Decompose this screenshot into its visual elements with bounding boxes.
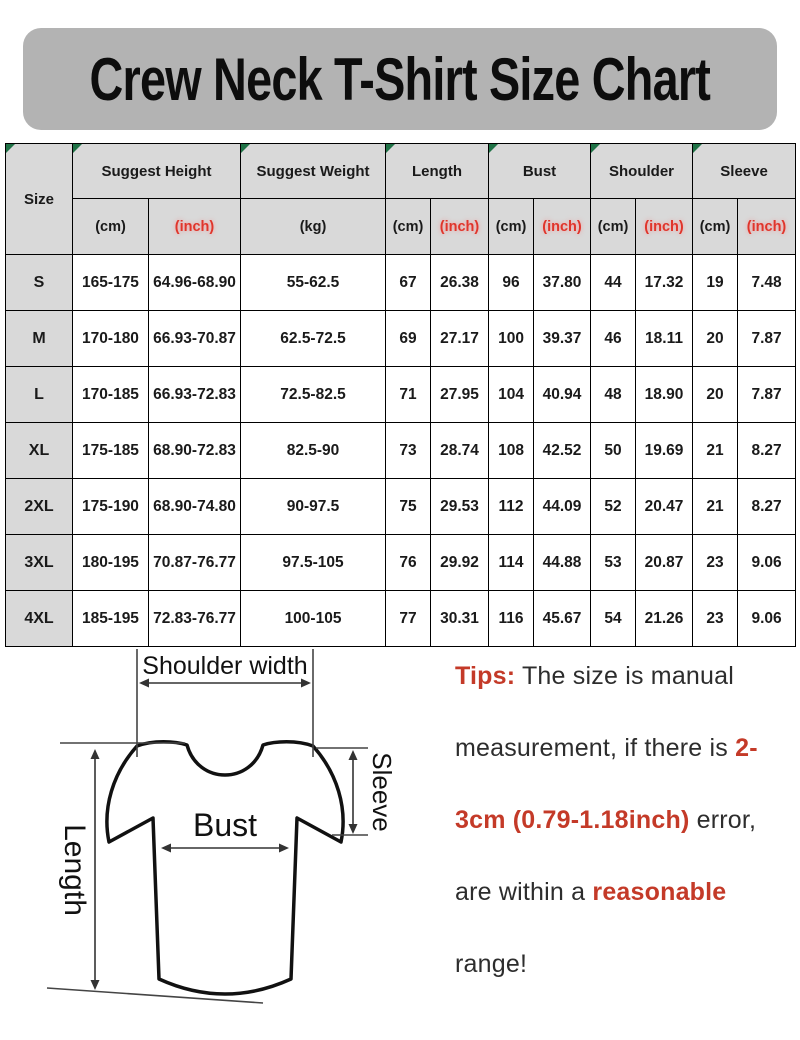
cell-corner-marker-icon xyxy=(241,144,250,153)
value-cell: 175-185 xyxy=(73,423,149,479)
unit-header: (inch) xyxy=(431,199,489,255)
bust-label: Bust xyxy=(192,807,258,843)
value-cell: 8.27 xyxy=(738,423,796,479)
unit-header: (cm) xyxy=(386,199,431,255)
tip-line xyxy=(455,806,800,835)
value-cell: 75 xyxy=(386,479,431,535)
value-cell: 82.5-90 xyxy=(241,423,386,479)
value-cell: 100 xyxy=(489,311,534,367)
value-cell: 50 xyxy=(591,423,636,479)
value-cell: 9.06 xyxy=(738,591,796,647)
column-header-label: Shoulder xyxy=(609,162,675,180)
value-cell: 8.27 xyxy=(738,479,796,535)
tip-segment-highlight: reasonable xyxy=(592,878,727,906)
cell-corner-marker-icon xyxy=(6,144,15,153)
value-cell: 7.87 xyxy=(738,311,796,367)
unit-header: (cm) xyxy=(489,199,534,255)
unit-header: (inch) xyxy=(636,199,693,255)
value-cell: 170-185 xyxy=(73,367,149,423)
value-cell: 20.87 xyxy=(636,535,693,591)
value-cell: 53 xyxy=(591,535,636,591)
table-header xyxy=(6,144,796,255)
tip-line xyxy=(455,662,800,691)
value-cell: 100-105 xyxy=(241,591,386,647)
cell-corner-marker-icon xyxy=(73,144,82,153)
size-cell: M xyxy=(6,311,73,367)
value-cell: 45.67 xyxy=(534,591,591,647)
value-cell: 18.11 xyxy=(636,311,693,367)
unit-header: (cm) xyxy=(73,199,149,255)
value-cell: 17.32 xyxy=(636,255,693,311)
unit-header: (inch) xyxy=(149,199,241,255)
value-cell: 42.52 xyxy=(534,423,591,479)
value-cell: 44.09 xyxy=(534,479,591,535)
column-header-label: Bust xyxy=(522,162,557,180)
value-cell: 170-180 xyxy=(73,311,149,367)
tip-segment: error, xyxy=(689,806,757,834)
column-header xyxy=(489,144,591,199)
column-header-label: Length xyxy=(412,162,463,180)
tshirt-measurement-diagram xyxy=(35,645,445,1040)
size-chart-table xyxy=(5,143,796,647)
value-cell: 114 xyxy=(489,535,534,591)
value-cell: 39.37 xyxy=(534,311,591,367)
value-cell: 28.74 xyxy=(431,423,489,479)
length-label: Length xyxy=(58,824,91,916)
value-cell: 97.5-105 xyxy=(241,535,386,591)
column-header xyxy=(73,144,241,199)
sleeve-label: Sleeve xyxy=(367,752,397,832)
value-cell: 116 xyxy=(489,591,534,647)
cell-corner-marker-icon xyxy=(489,144,498,153)
value-cell: 44.88 xyxy=(534,535,591,591)
value-cell: 7.48 xyxy=(738,255,796,311)
unit-header: (cm) xyxy=(591,199,636,255)
table-row xyxy=(6,591,796,647)
column-header-size: Size xyxy=(6,144,73,255)
value-cell: 165-175 xyxy=(73,255,149,311)
column-header xyxy=(591,144,693,199)
value-cell: 55-62.5 xyxy=(241,255,386,311)
value-cell: 77 xyxy=(386,591,431,647)
title-banner xyxy=(23,28,777,130)
unit-header: (inch) xyxy=(534,199,591,255)
value-cell: 108 xyxy=(489,423,534,479)
value-cell: 67 xyxy=(386,255,431,311)
value-cell: 21 xyxy=(693,479,738,535)
tip-segment: range! xyxy=(455,950,528,978)
tip-line xyxy=(455,878,800,907)
size-cell: XL xyxy=(6,423,73,479)
value-cell: 21.26 xyxy=(636,591,693,647)
table-row xyxy=(6,255,796,311)
tip-segment: The size is manual xyxy=(515,662,734,690)
value-cell: 29.92 xyxy=(431,535,489,591)
value-cell: 19 xyxy=(693,255,738,311)
value-cell: 40.94 xyxy=(534,367,591,423)
value-cell: 48 xyxy=(591,367,636,423)
cell-corner-marker-icon xyxy=(591,144,600,153)
value-cell: 73 xyxy=(386,423,431,479)
shoulder-width-label: Shoulder width xyxy=(142,652,308,680)
value-cell: 71 xyxy=(386,367,431,423)
value-cell: 185-195 xyxy=(73,591,149,647)
tip-line xyxy=(455,734,800,763)
value-cell: 104 xyxy=(489,367,534,423)
value-cell: 175-190 xyxy=(73,479,149,535)
value-cell: 19.69 xyxy=(636,423,693,479)
value-cell: 20 xyxy=(693,311,738,367)
column-header xyxy=(693,144,796,199)
value-cell: 20.47 xyxy=(636,479,693,535)
cell-corner-marker-icon xyxy=(386,144,395,153)
value-cell: 44 xyxy=(591,255,636,311)
value-cell: 27.95 xyxy=(431,367,489,423)
value-cell: 66.93-72.83 xyxy=(149,367,241,423)
tip-segment-highlight: Tips: xyxy=(455,662,516,690)
value-cell: 23 xyxy=(693,535,738,591)
column-header xyxy=(241,144,386,199)
value-cell: 29.53 xyxy=(431,479,489,535)
value-cell: 90-97.5 xyxy=(241,479,386,535)
value-cell: 64.96-68.90 xyxy=(149,255,241,311)
value-cell: 69 xyxy=(386,311,431,367)
tshirt-outline xyxy=(107,742,343,994)
value-cell: 72.5-82.5 xyxy=(241,367,386,423)
size-cell: S xyxy=(6,255,73,311)
cell-corner-marker-icon xyxy=(693,144,702,153)
value-cell: 68.90-72.83 xyxy=(149,423,241,479)
table-row xyxy=(6,535,796,591)
column-header-label: Sleeve xyxy=(720,162,768,180)
column-header-label: Suggest Weight xyxy=(256,162,370,180)
table-body xyxy=(6,255,796,647)
value-cell: 112 xyxy=(489,479,534,535)
value-cell: 21 xyxy=(693,423,738,479)
table-row xyxy=(6,423,796,479)
table-row xyxy=(6,311,796,367)
tip-segment-highlight: 3cm (0.79-1.18inch) xyxy=(455,806,690,834)
value-cell: 180-195 xyxy=(73,535,149,591)
column-header xyxy=(386,144,489,199)
unit-header: (inch) xyxy=(738,199,796,255)
value-cell: 66.93-70.87 xyxy=(149,311,241,367)
value-cell: 52 xyxy=(591,479,636,535)
value-cell: 46 xyxy=(591,311,636,367)
unit-header: (cm) xyxy=(693,199,738,255)
tip-segment: measurement, if there is xyxy=(455,734,736,762)
value-cell: 27.17 xyxy=(431,311,489,367)
tips-text xyxy=(455,662,800,1022)
value-cell: 96 xyxy=(489,255,534,311)
value-cell: 26.38 xyxy=(431,255,489,311)
value-cell: 37.80 xyxy=(534,255,591,311)
sleeve-arrow xyxy=(349,750,358,834)
size-cell: 2XL xyxy=(6,479,73,535)
table-row xyxy=(6,479,796,535)
value-cell: 72.83-76.77 xyxy=(149,591,241,647)
tip-segment: are within a xyxy=(455,878,593,906)
page-title: Crew Neck T-Shirt Size Chart xyxy=(89,45,711,113)
size-cell: 3XL xyxy=(6,535,73,591)
size-cell: 4XL xyxy=(6,591,73,647)
value-cell: 9.06 xyxy=(738,535,796,591)
value-cell: 30.31 xyxy=(431,591,489,647)
value-cell: 54 xyxy=(591,591,636,647)
value-cell: 68.90-74.80 xyxy=(149,479,241,535)
tip-line xyxy=(455,950,800,979)
value-cell: 76 xyxy=(386,535,431,591)
table-row xyxy=(6,367,796,423)
size-cell: L xyxy=(6,367,73,423)
value-cell: 18.90 xyxy=(636,367,693,423)
unit-header: (kg) xyxy=(241,199,386,255)
value-cell: 7.87 xyxy=(738,367,796,423)
value-cell: 20 xyxy=(693,367,738,423)
column-header-label: Suggest Height xyxy=(101,162,212,180)
value-cell: 62.5-72.5 xyxy=(241,311,386,367)
tip-segment-highlight: 2- xyxy=(735,734,758,762)
value-cell: 23 xyxy=(693,591,738,647)
value-cell: 70.87-76.77 xyxy=(149,535,241,591)
